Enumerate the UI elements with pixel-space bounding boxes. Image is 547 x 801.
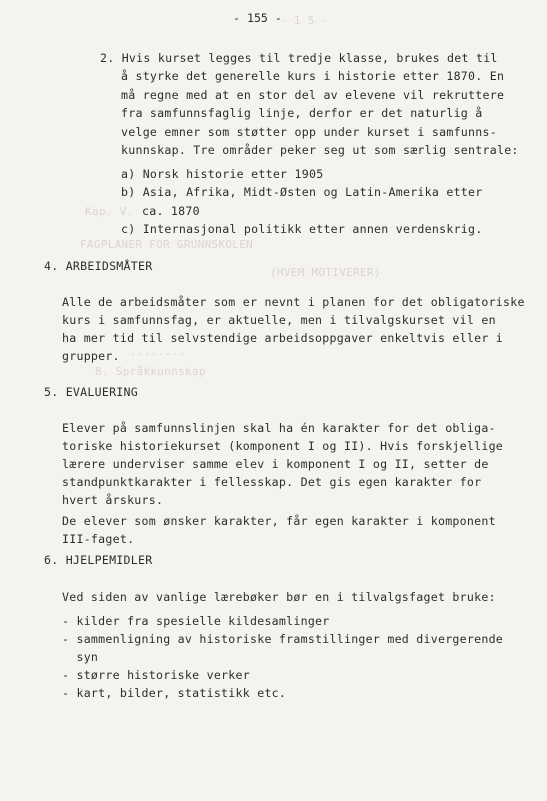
bleed-through-mark: (HVEM MOTIVERER) — [270, 266, 381, 279]
list-item: - kilder fra spesielle kildesamlinger — [62, 614, 330, 628]
sub-item: b) Asia, Afrika, Midt-Østen og Latin-Amerika etter — [121, 185, 483, 199]
paragraph-line: De elever som ønsker karakter, får egen karakter i komponent — [62, 514, 496, 528]
list-item: syn — [62, 650, 99, 664]
paragraph-line: lærere underviser samme elev i komponent I og II, setter de — [62, 457, 489, 471]
bleed-through-mark: FAGPLANER FOR GRUNNSKOLEN — [80, 238, 254, 251]
paragraph-line: III-faget. — [62, 532, 135, 546]
paragraph-line: hvert årskurs. — [62, 493, 164, 507]
list-item: - kart, bilder, statistikk etc. — [62, 686, 287, 700]
list-item: - sammenligning av historiske framstillinger med divergerende — [62, 632, 504, 646]
paragraph-line: Alle de arbeidsmåter som er nevnt i planen for det obligatoriske — [62, 295, 525, 309]
paragraph-line: kunnskap. Tre områder peker seg ut som særlig sentrale: — [121, 143, 519, 157]
paragraph-line: Elever på samfunnslinjen skal ha én karakter for det obliga- — [62, 421, 496, 435]
sub-item: a) Norsk historie etter 1905 — [121, 167, 324, 181]
paragraph-line: ha mer tid til selvstendige arbeidsoppgaver enkeltvis eller i — [62, 331, 504, 345]
sub-item: c) Internasjonal politikk etter annen verdenskrig. — [121, 222, 483, 236]
paragraph-line: 2. Hvis kurset legges til tredje klasse, brukes det til — [100, 51, 498, 65]
paragraph-line: fra samfunnsfaglig linje, derfor er det naturlig å — [121, 106, 483, 120]
paragraph-line: toriske historiekurset (komponent I og II). Hvis forskjellige — [62, 439, 504, 453]
paragraph-line: velge emner som støtter opp under kurset i samfunns- — [121, 125, 497, 139]
paragraph-line: må regne med at en stor del av elevene vil rekruttere — [121, 88, 505, 102]
section-heading: 4. ARBEIDSMÅTER — [44, 259, 153, 273]
paragraph-line: kurs i samfunnsfag, er aktuelle, men i tilvalgskurset vil en — [62, 313, 496, 327]
list-item: - større historiske verker — [62, 668, 250, 682]
paragraph-line: grupper. — [62, 349, 120, 363]
paragraph-line: å styrke det generelle kurs i historie etter 1870. En — [121, 69, 505, 83]
bleed-through-mark: ........ — [130, 345, 186, 358]
paragraph-line: Ved siden av vanlige lærebøker bør en i tilvalgsfaget bruke: — [62, 590, 496, 604]
bleed-through-mark: 8. Språkkunnskap — [95, 365, 206, 378]
section-heading: 6. HJELPEMIDLER — [44, 553, 153, 567]
section-heading: 5. EVALUERING — [44, 385, 138, 399]
bleed-through-mark: Kap. V. — [85, 205, 134, 218]
page-number: - 155 - — [233, 11, 282, 25]
paragraph-line: standpunktkarakter i fellesskap. Det gis egen karakter for — [62, 475, 482, 489]
bleed-through-mark: - 1 5 - — [280, 14, 329, 27]
sub-item: ca. 1870 — [142, 204, 200, 218]
